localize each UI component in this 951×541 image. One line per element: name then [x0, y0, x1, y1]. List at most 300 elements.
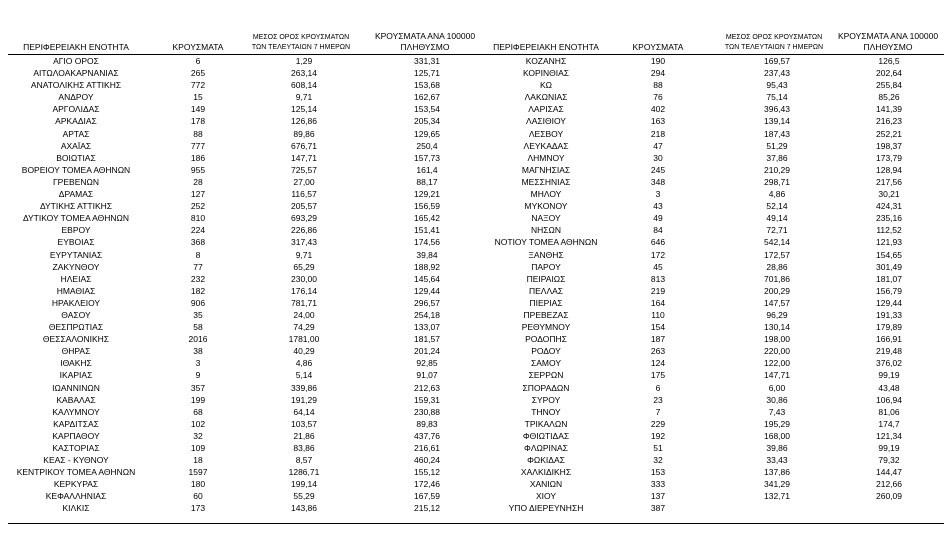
- right-cases-cell: 3: [655, 189, 661, 200]
- left-per100k-cell: 254,18: [414, 309, 440, 320]
- right-avg7d-cell: 75,14: [766, 92, 788, 103]
- left-avg7d-cell: 191,29: [291, 394, 317, 405]
- right-per100k-cell: 174,7: [878, 418, 900, 429]
- left-avg7d-cell: 205,57: [291, 201, 317, 212]
- left-cases-cell: 109: [190, 443, 206, 453]
- right-per100k-cell: 30,21: [878, 189, 900, 200]
- left-cases-cell: 28: [193, 176, 203, 187]
- table-row: [0, 490, 951, 502]
- table-row: [0, 382, 951, 394]
- left-region-cell: ΚΑΡΠΑΘΟΥ: [52, 430, 100, 441]
- right-per100k-cell: 181,07: [876, 273, 902, 284]
- left-region-cell: ΒΟΡΕΙΟΥ ΤΟΜΕΑ ΑΘΗΝΩΝ: [21, 164, 131, 175]
- left-cases-cell: 6: [195, 56, 201, 66]
- left-avg7d-cell: 27,00: [293, 176, 315, 187]
- left-avg7d-cell: 143,86: [291, 503, 317, 514]
- table-row: [0, 273, 951, 285]
- left-region-cell: ΑΡΤΑΣ: [62, 128, 90, 139]
- left-avg7d-cell: 64,14: [293, 406, 315, 417]
- right-avg7d-cell: 49,14: [766, 213, 788, 224]
- left-region-cell: ΗΜΑΘΙΑΣ: [56, 285, 96, 296]
- left-avg7d-cell: 199,14: [291, 479, 317, 490]
- left-per100k-cell: 129,21: [414, 189, 440, 200]
- right-per100k-cell: 260,09: [876, 491, 902, 502]
- right-region-cell: ΠΕΛΛΑΣ: [528, 285, 564, 296]
- right-region-cell: ΦΘΙΩΤΙΔΑΣ: [522, 430, 570, 441]
- left-per100k-cell: 205,34: [414, 116, 440, 127]
- right-region-cell: ΡΟΔΟΥ: [531, 346, 561, 357]
- left-avg7d-cell: 74,29: [293, 322, 315, 333]
- right-cases-cell: 219: [650, 285, 666, 296]
- table-row: [0, 478, 951, 490]
- left-per100k-cell: 129,44: [414, 285, 440, 296]
- right-region-cell: ΛΑΡΙΣΑΣ: [528, 104, 564, 115]
- left-per100k-cell: 167,59: [414, 491, 440, 502]
- table-row: [0, 502, 951, 514]
- left-avg7d-cell: 9,71: [295, 249, 313, 260]
- left-cases-cell: 58: [193, 322, 203, 333]
- table-row: [0, 394, 951, 406]
- left-cases-cell: 9: [195, 370, 201, 381]
- left-cases-cell: 772: [190, 80, 206, 91]
- left-per100k-cell: 125,71: [414, 68, 440, 79]
- left-cases-cell: 60: [193, 491, 203, 502]
- right-region-cell: ΧΑΝΙΩΝ: [529, 479, 563, 490]
- right-per100k-cell: 301,49: [876, 261, 902, 272]
- left-per100k-cell: 145,64: [414, 273, 440, 284]
- right-per100k-cell: 255,84: [876, 80, 902, 91]
- right-cases-cell: 402: [650, 104, 666, 115]
- right-cases-cell: 84: [653, 225, 663, 236]
- left-region-cell: ΑΝΑΤΟΛΙΚΗΣ ΑΤΤΙΚΗΣ: [30, 80, 122, 91]
- left-avg7d-cell: 55,29: [293, 491, 315, 502]
- right-cases-cell: 245: [650, 164, 666, 175]
- right-cases-cell: 164: [650, 297, 666, 308]
- table-row: [0, 152, 951, 164]
- left-cases-cell: 173: [190, 503, 206, 514]
- header-avg-right-line2: ΤΩΝ ΤΕΛΕΥΤΑΙΩΝ 7 ΗΜΕΡΩΝ: [724, 44, 824, 51]
- right-per100k-cell: 198,37: [876, 140, 902, 151]
- left-region-cell: ΔΡΑΜΑΣ: [58, 189, 94, 200]
- header-per100k-left-line1: ΚΡΟΥΣΜΑΤΑ ΑΝΑ 100000: [374, 31, 476, 41]
- left-region-cell: ΕΥΒΟΙΑΣ: [57, 237, 95, 248]
- left-avg7d-cell: 226,86: [291, 225, 317, 236]
- right-cases-cell: 263: [650, 346, 666, 357]
- right-avg7d-cell: 7,43: [768, 406, 786, 417]
- left-cases-cell: 32: [193, 430, 203, 441]
- right-avg7d-cell: 169,57: [764, 56, 790, 66]
- left-per100k-cell: 162,67: [414, 92, 440, 103]
- table-row: [0, 454, 951, 466]
- left-avg7d-cell: 263,14: [291, 68, 317, 79]
- left-per100k-cell: 156,59: [414, 201, 440, 212]
- left-avg7d-cell: 1781,00: [288, 334, 320, 345]
- left-avg7d-cell: 83,86: [293, 443, 315, 453]
- left-region-cell: ΑΓΙΟ ΟΡΟΣ: [53, 56, 99, 66]
- left-cases-cell: 252: [190, 201, 206, 212]
- left-avg7d-cell: 89,86: [293, 128, 315, 139]
- header-avg-left-line1: ΜΕΣΟΣ ΟΡΟΣ ΚΡΟΥΣΜΑΤΩΝ: [252, 34, 350, 41]
- left-per100k-cell: 89,83: [416, 418, 438, 429]
- left-region-cell: ΚΑΡΔΙΤΣΑΣ: [53, 418, 99, 429]
- right-avg7d-cell: 200,29: [764, 285, 790, 296]
- right-avg7d-cell: 6,00: [768, 382, 786, 393]
- right-region-cell: ΜΑΓΝΗΣΙΑΣ: [521, 164, 571, 175]
- right-avg7d-cell: 210,29: [764, 164, 790, 175]
- left-avg7d-cell: 125,14: [291, 104, 317, 115]
- right-per100k-cell: 216,23: [876, 116, 902, 127]
- right-per100k-cell: 99,19: [878, 443, 900, 453]
- left-avg7d-cell: 339,86: [291, 382, 317, 393]
- right-per100k-cell: 43,48: [878, 382, 900, 393]
- table-row: [0, 406, 951, 418]
- right-cases-cell: 47: [653, 140, 663, 151]
- right-region-cell: ΣΠΟΡΑΔΩΝ: [522, 382, 570, 393]
- left-region-cell: ΚΕΝΤΡΙΚΟΥ ΤΟΜΕΑ ΑΘΗΝΩΝ: [16, 467, 136, 478]
- left-region-cell: ΔΥΤΙΚΟΥ ΤΟΜΕΑ ΑΘΗΝΩΝ: [22, 213, 130, 224]
- right-avg7d-cell: 52,14: [766, 201, 788, 212]
- table-row: [0, 442, 951, 454]
- left-per100k-cell: 153,54: [414, 104, 440, 115]
- left-per100k-cell: 215,12: [414, 503, 440, 514]
- right-region-cell: ΠΑΡΟΥ: [531, 261, 561, 272]
- table-row: [0, 357, 951, 369]
- left-avg7d-cell: 608,14: [291, 80, 317, 91]
- table-row: [0, 200, 951, 212]
- right-per100k-cell: 191,33: [876, 309, 902, 320]
- header-avg-left-line2: ΤΩΝ ΤΕΛΕΥΤΑΙΩΝ 7 ΗΜΕΡΩΝ: [251, 44, 351, 51]
- right-region-cell: ΥΠΟ ΔΙΕΡΕΥΝΗΣΗ: [508, 503, 584, 514]
- right-avg7d-cell: 701,86: [764, 273, 790, 284]
- left-cases-cell: 2016: [188, 334, 208, 345]
- table-row: [0, 115, 951, 127]
- header-region-left: ΠΕΡΙΦΕΡΕΙΑΚΗ ΕΝΟΤΗΤΑ: [23, 42, 129, 52]
- left-avg7d-cell: 676,71: [291, 140, 317, 151]
- left-region-cell: ΘΕΣΣΑΛΟΝΙΚΗΣ: [42, 334, 110, 345]
- right-per100k-cell: 144,47: [876, 467, 902, 478]
- right-region-cell: ΠΕΙΡΑΙΩΣ: [526, 273, 566, 284]
- left-region-cell: ΔΥΤΙΚΗΣ ΑΤΤΙΚΗΣ: [39, 201, 113, 212]
- right-avg7d-cell: 147,71: [764, 370, 790, 381]
- left-region-cell: ΑΙΤΩΛΟΑΚΑΡΝΑΝΙΑΣ: [33, 68, 119, 79]
- left-region-cell: ΙΩΑΝΝΙΝΩΝ: [52, 382, 100, 393]
- left-region-cell: ΑΡΓΟΛΙΔΑΣ: [52, 104, 100, 115]
- right-cases-cell: 172: [650, 249, 666, 260]
- left-per100k-cell: 157,73: [414, 152, 440, 163]
- left-region-cell: ΘΗΡΑΣ: [61, 346, 91, 357]
- right-region-cell: ΠΙΕΡΙΑΣ: [529, 297, 563, 308]
- right-region-cell: ΠΡΕΒΕΖΑΣ: [523, 309, 569, 320]
- right-avg7d-cell: 187,43: [764, 128, 790, 139]
- right-per100k-cell: 121,34: [876, 430, 902, 441]
- left-avg7d-cell: 1,29: [295, 56, 313, 66]
- right-per100k-cell: 252,21: [876, 128, 902, 139]
- table-row: [0, 236, 951, 248]
- right-per100k-cell: 212,66: [876, 479, 902, 490]
- table-row: [0, 55, 951, 67]
- left-avg7d-cell: 9,71: [295, 92, 313, 103]
- right-cases-cell: 163: [650, 116, 666, 127]
- footer-rule: [8, 523, 944, 524]
- right-per100k-cell: 424,31: [876, 201, 902, 212]
- left-per100k-cell: 188,92: [414, 261, 440, 272]
- right-avg7d-cell: 122,00: [764, 358, 790, 369]
- left-region-cell: ΘΑΣΟΥ: [61, 309, 91, 320]
- left-avg7d-cell: 24,00: [293, 309, 315, 320]
- table-row: [0, 333, 951, 345]
- right-per100k-cell: 154,65: [876, 249, 902, 260]
- right-cases-cell: 153: [650, 467, 666, 478]
- left-cases-cell: 127: [190, 189, 206, 200]
- left-cases-cell: 149: [190, 104, 206, 115]
- table-row: [0, 369, 951, 381]
- right-avg7d-cell: 137,86: [764, 467, 790, 478]
- right-cases-cell: 137: [650, 491, 666, 502]
- left-avg7d-cell: 4,86: [295, 358, 313, 369]
- right-avg7d-cell: 195,29: [764, 418, 790, 429]
- table-row: [0, 103, 951, 115]
- left-avg7d-cell: 176,14: [291, 285, 317, 296]
- left-avg7d-cell: 21,86: [293, 430, 315, 441]
- right-cases-cell: 175: [650, 370, 666, 381]
- right-cases-cell: 49: [653, 213, 663, 224]
- right-cases-cell: 333: [650, 479, 666, 490]
- left-per100k-cell: 250,4: [416, 140, 438, 151]
- table-row: [0, 67, 951, 79]
- left-per100k-cell: 230,88: [414, 406, 440, 417]
- right-cases-cell: 124: [650, 358, 666, 369]
- table-row: [0, 79, 951, 91]
- table-row: [0, 309, 951, 321]
- left-region-cell: ΚΙΛΚΙΣ: [62, 503, 90, 514]
- left-cases-cell: 810: [190, 213, 206, 224]
- right-cases-cell: 813: [650, 273, 666, 284]
- left-cases-cell: 68: [193, 406, 203, 417]
- right-per100k-cell: 141,39: [876, 104, 902, 115]
- right-cases-cell: 23: [653, 394, 663, 405]
- left-cases-cell: 38: [193, 346, 203, 357]
- left-avg7d-cell: 693,29: [291, 213, 317, 224]
- right-avg7d-cell: 396,43: [764, 104, 790, 115]
- right-region-cell: ΣΕΡΡΩΝ: [528, 370, 564, 381]
- left-per100k-cell: 174,56: [414, 237, 440, 248]
- right-region-cell: ΛΑΣΙΘΙΟΥ: [526, 116, 566, 127]
- right-per100k-cell: 126,5: [878, 56, 900, 66]
- table-row: [0, 285, 951, 297]
- table-row: [0, 140, 951, 152]
- left-avg7d-cell: 317,43: [291, 237, 317, 248]
- table-row: [0, 249, 951, 261]
- right-region-cell: ΞΑΝΘΗΣ: [528, 249, 564, 260]
- left-cases-cell: 18: [193, 455, 203, 466]
- right-region-cell: ΡΟΔΟΠΗΣ: [525, 334, 567, 345]
- left-avg7d-cell: 126,86: [291, 116, 317, 127]
- right-avg7d-cell: 542,14: [764, 237, 790, 248]
- right-cases-cell: 348: [650, 176, 666, 187]
- left-region-cell: ΕΒΡΟΥ: [61, 225, 91, 236]
- left-cases-cell: 88: [193, 128, 203, 139]
- left-cases-cell: 955: [190, 164, 206, 175]
- left-per100k-cell: 92,85: [416, 358, 438, 369]
- right-cases-cell: 192: [650, 430, 666, 441]
- table-body: [0, 55, 951, 515]
- right-cases-cell: 154: [650, 322, 666, 333]
- left-avg7d-cell: 8,57: [295, 455, 313, 466]
- left-region-cell: ΚΑΣΤΟΡΙΑΣ: [52, 443, 100, 453]
- right-region-cell: ΛΕΥΚΑΔΑΣ: [523, 140, 569, 151]
- right-avg7d-cell: 172,57: [764, 249, 790, 260]
- left-cases-cell: 35: [193, 309, 203, 320]
- right-cases-cell: 30: [653, 152, 663, 163]
- left-region-cell: ΓΡΕΒΕΝΩΝ: [53, 176, 99, 187]
- left-per100k-cell: 161,4: [416, 164, 438, 175]
- left-region-cell: ΖΑΚΥΝΘΟΥ: [52, 261, 100, 272]
- right-region-cell: ΦΛΩΡΙΝΑΣ: [524, 443, 568, 453]
- left-cases-cell: 102: [190, 418, 206, 429]
- left-avg7d-cell: 147,71: [291, 152, 317, 163]
- header-cases-right: ΚΡΟΥΣΜΑΤΑ: [632, 42, 684, 52]
- left-cases-cell: 186: [190, 152, 206, 163]
- left-region-cell: ΚΕΑΣ - ΚΥΘΝΟΥ: [43, 455, 109, 466]
- left-per100k-cell: 91,07: [416, 370, 438, 381]
- right-region-cell: ΚΩ: [539, 80, 553, 91]
- right-region-cell: ΝΗΣΩΝ: [530, 225, 562, 236]
- header-per100k-right-line1: ΚΡΟΥΣΜΑΤΑ ΑΝΑ 100000: [837, 31, 939, 41]
- left-region-cell: ΑΡΚΑΔΙΑΣ: [55, 116, 97, 127]
- right-per100k-cell: 173,79: [876, 152, 902, 163]
- left-per100k-cell: 153,68: [414, 80, 440, 91]
- left-region-cell: ΙΘΑΚΗΣ: [60, 358, 92, 369]
- left-avg7d-cell: 1286,71: [288, 467, 320, 478]
- right-avg7d-cell: 220,00: [764, 346, 790, 357]
- left-region-cell: ΑΝΔΡΟΥ: [58, 92, 94, 103]
- right-avg7d-cell: 132,71: [764, 491, 790, 502]
- left-cases-cell: 3: [195, 358, 201, 369]
- right-per100k-cell: 129,44: [876, 297, 902, 308]
- left-cases-cell: 180: [190, 479, 206, 490]
- right-per100k-cell: 106,94: [876, 394, 902, 405]
- left-region-cell: ΚΑΛΥΜΝΟΥ: [52, 406, 100, 417]
- right-avg7d-cell: 30,86: [766, 394, 788, 405]
- right-region-cell: ΜΕΣΣΗΝΙΑΣ: [521, 176, 571, 187]
- right-per100k-cell: 156,79: [876, 285, 902, 296]
- right-per100k-cell: 219,48: [876, 346, 902, 357]
- header-avg-right-line1: ΜΕΣΟΣ ΟΡΟΣ ΚΡΟΥΣΜΑΤΩΝ: [725, 34, 823, 41]
- left-per100k-cell: 129,65: [414, 128, 440, 139]
- right-avg7d-cell: 95,43: [766, 80, 788, 91]
- right-avg7d-cell: 130,14: [764, 322, 790, 333]
- left-cases-cell: 77: [193, 261, 203, 272]
- left-region-cell: ΙΚΑΡΙΑΣ: [59, 370, 93, 381]
- right-region-cell: ΣΑΜΟΥ: [530, 358, 561, 369]
- right-region-cell: ΜΥΚΟΝΟΥ: [524, 201, 568, 212]
- right-avg7d-cell: 4,86: [768, 189, 786, 200]
- right-cases-cell: 6: [655, 382, 661, 393]
- left-per100k-cell: 212,63: [414, 382, 440, 393]
- right-cases-cell: 190: [650, 56, 666, 66]
- right-avg7d-cell: 33,43: [766, 455, 788, 466]
- right-avg7d-cell: 37,86: [766, 152, 788, 163]
- left-per100k-cell: 159,31: [414, 394, 440, 405]
- right-cases-cell: 294: [650, 68, 666, 79]
- right-per100k-cell: 128,94: [876, 164, 902, 175]
- left-per100k-cell: 165,42: [414, 213, 440, 224]
- left-cases-cell: 1597: [188, 467, 208, 478]
- right-cases-cell: 32: [653, 455, 663, 466]
- left-cases-cell: 357: [190, 382, 206, 393]
- left-per100k-cell: 460,24: [414, 455, 440, 466]
- left-avg7d-cell: 725,57: [291, 164, 317, 175]
- table-row: [0, 176, 951, 188]
- right-per100k-cell: 202,64: [876, 68, 902, 79]
- right-cases-cell: 110: [651, 309, 665, 320]
- right-region-cell: ΛΑΚΩΝΙΑΣ: [524, 92, 568, 103]
- right-avg7d-cell: 51,29: [766, 140, 788, 151]
- right-cases-cell: 45: [653, 261, 663, 272]
- right-region-cell: ΤΡΙΚΑΛΩΝ: [524, 418, 568, 429]
- left-per100k-cell: 181,57: [414, 334, 440, 345]
- table-row: [0, 345, 951, 357]
- right-cases-cell: 646: [650, 237, 666, 248]
- left-cases-cell: 777: [190, 140, 206, 151]
- left-per100k-cell: 201,24: [414, 346, 440, 357]
- left-per100k-cell: 437,76: [414, 430, 440, 441]
- right-per100k-cell: 79,32: [878, 455, 900, 466]
- left-cases-cell: 368: [190, 237, 206, 248]
- left-avg7d-cell: 65,29: [293, 261, 315, 272]
- left-per100k-cell: 172,46: [414, 479, 440, 490]
- left-cases-cell: 265: [190, 68, 206, 79]
- left-per100k-cell: 151,41: [414, 225, 440, 236]
- left-cases-cell: 8: [195, 249, 201, 260]
- left-avg7d-cell: 5,14: [295, 370, 313, 381]
- right-region-cell: ΛΕΣΒΟΥ: [528, 128, 564, 139]
- table-row: [0, 164, 951, 176]
- left-region-cell: ΒΟΙΩΤΙΑΣ: [56, 152, 96, 163]
- header-per100k-right-line2: ΠΛΗΘΥΣΜΟ: [863, 42, 913, 52]
- right-region-cell: ΣΥΡΟΥ: [531, 394, 561, 405]
- table-row: [0, 430, 951, 442]
- right-avg7d-cell: 72,71: [766, 225, 788, 236]
- right-per100k-cell: 121,93: [876, 237, 902, 248]
- right-cases-cell: 187: [650, 334, 666, 345]
- right-per100k-cell: 376,02: [876, 358, 902, 369]
- table-row: [0, 261, 951, 273]
- left-region-cell: ΚΕΦΑΛΛΗΝΙΑΣ: [45, 491, 107, 502]
- left-region-cell: ΚΕΡΚΥΡΑΣ: [53, 479, 99, 490]
- right-avg7d-cell: 139,14: [764, 116, 790, 127]
- left-region-cell: ΚΑΒΑΛΑΣ: [56, 394, 96, 405]
- header-region-right: ΠΕΡΙΦΕΡΕΙΑΚΗ ΕΝΟΤΗΤΑ: [493, 42, 599, 52]
- right-per100k-cell: 217,56: [876, 176, 902, 187]
- right-region-cell: ΧΙΟΥ: [535, 491, 557, 502]
- left-per100k-cell: 133,07: [414, 322, 440, 333]
- right-per100k-cell: 99,19: [878, 370, 900, 381]
- right-region-cell: ΤΗΝΟΥ: [531, 406, 561, 417]
- right-avg7d-cell: 28,86: [766, 261, 788, 272]
- left-per100k-cell: 155,12: [414, 467, 440, 478]
- table-row: [0, 321, 951, 333]
- left-per100k-cell: 216,61: [414, 443, 440, 453]
- left-region-cell: ΕΥΡΥΤΑΝΙΑΣ: [49, 249, 103, 260]
- header-cases-left: ΚΡΟΥΣΜΑΤΑ: [172, 42, 224, 52]
- left-cases-cell: 178: [190, 116, 206, 127]
- left-cases-cell: 906: [190, 297, 206, 308]
- right-cases-cell: 88: [653, 80, 663, 91]
- left-cases-cell: 182: [190, 285, 206, 296]
- right-cases-cell: 51: [653, 443, 663, 453]
- table-row: [0, 212, 951, 224]
